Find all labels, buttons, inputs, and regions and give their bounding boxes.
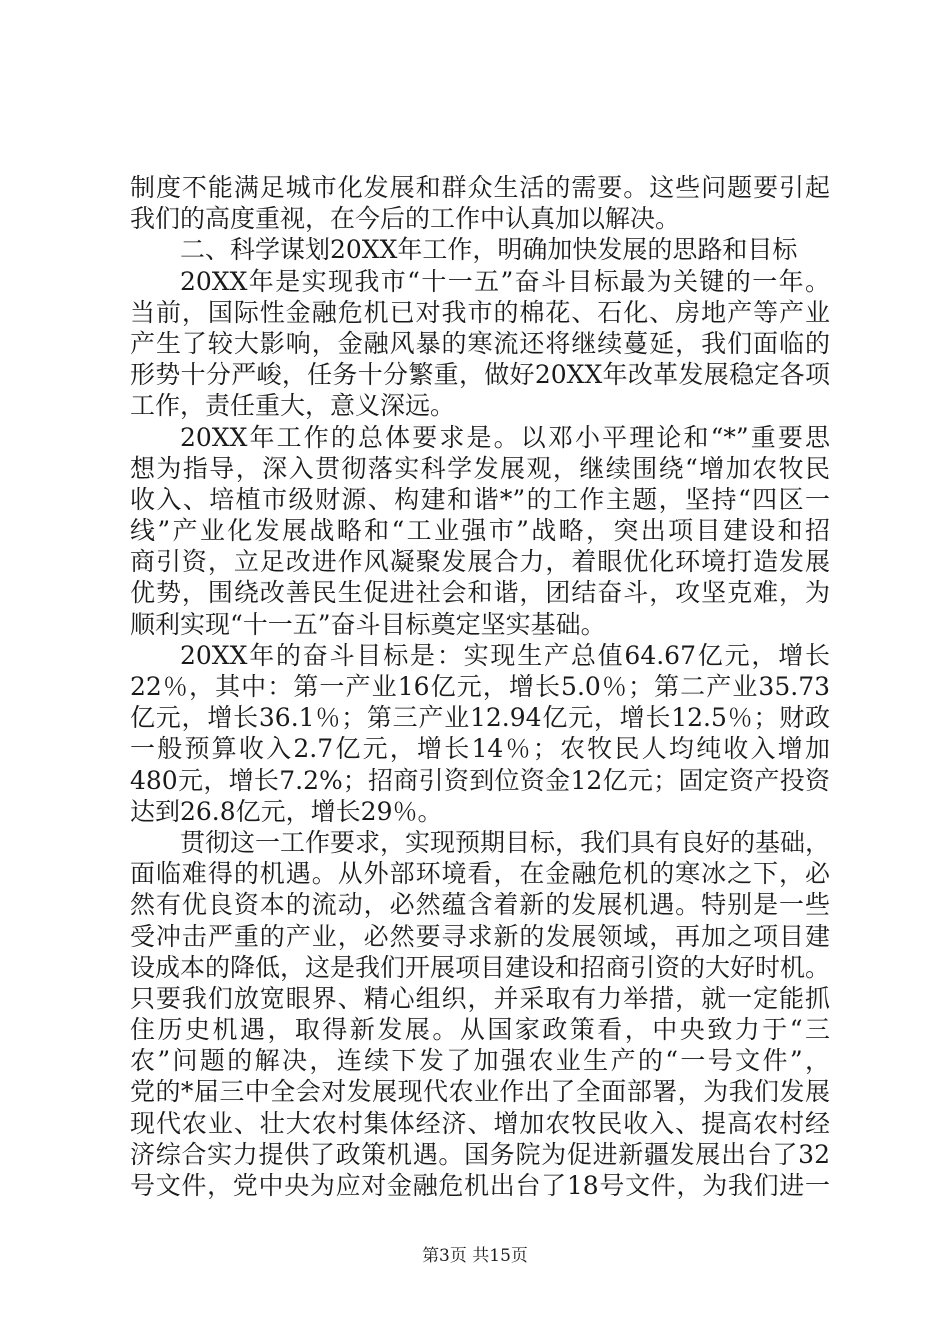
text-line: 亿元，增长36.1％；第三产业12.94亿元，增长12.5％；财政 bbox=[130, 703, 830, 733]
text-line: 收入、培植市级财源、构建和谐*”的工作主题，坚持“四区一 bbox=[130, 484, 830, 514]
text-line: 只要我们放宽眼界、精心组织，并采取有力举措，就一定能抓 bbox=[130, 983, 830, 1013]
text-line: 受冲击严重的产业，必然要寻求新的发展领域，再加之项目建 bbox=[130, 921, 830, 951]
text-line: 优势，围绕改善民生促进社会和谐，团结奋斗，攻坚克难，为 bbox=[130, 578, 830, 608]
text-line: 号文件，党中央为应对金融危机出台了18号文件，为我们进一 bbox=[130, 1171, 830, 1200]
text-line: 当前，国际性金融危机已对我市的棉花、石化、房地产等产业 bbox=[130, 297, 830, 327]
text-line: 一般预算收入2.7亿元，增长14％；农牧民人均纯收入增加 bbox=[130, 734, 830, 764]
text-line: 产生了较大影响，金融风暴的寒流还将继续蔓延，我们面临的 bbox=[130, 328, 830, 358]
document-body bbox=[130, 172, 830, 1201]
page-number-footer: 第3页 共15页 bbox=[422, 1246, 528, 1266]
text-line: 480元，增长7.2%；招商引资到位资金12亿元；固定资产投资 bbox=[130, 765, 830, 795]
text-line: 20XX年的奋斗目标是：实现生产总值64.67亿元，增长 bbox=[180, 640, 830, 670]
text-line: 制度不能满足城市化发展和群众生活的需要。这些问题要引起 bbox=[130, 173, 830, 202]
text-line: 二、科学谋划20XX年工作，明确加快发展的思路和目标 bbox=[180, 235, 798, 265]
text-line: 商引资，立足改进作风凝聚发展合力，着眼优化环境打造发展 bbox=[130, 547, 830, 577]
text-line: 党的*届三中全会对发展现代农业作出了全面部署，为我们发展 bbox=[130, 1077, 830, 1107]
text-line: 20XX年工作的总体要求是。以邓小平理论和“*”重要思 bbox=[180, 422, 830, 452]
text-line: 设成本的降低，这是我们开展项目建设和招商引资的大好时机。 bbox=[130, 952, 831, 982]
text-line: 农”问题的解决，连续下发了加强农业生产的“一号文件”， bbox=[130, 1046, 830, 1076]
text-line: 我们的高度重视，在今后的工作中认真加以解决。 bbox=[130, 204, 681, 234]
text-line: 住历史机遇，取得新发展。从国家政策看，中央致力于“三 bbox=[130, 1015, 830, 1045]
text-line: 现代农业、壮大农村集体经济、增加农牧民收入、提高农村经 bbox=[130, 1108, 830, 1138]
text-line: 工作，责任重大，意义深远。 bbox=[130, 391, 456, 421]
text-line: 想为指导，深入贯彻落实科学发展观，继续围绕“增加农牧民 bbox=[130, 453, 830, 483]
text-line: 面临难得的机遇。从外部环境看，在金融危机的寒冰之下，必 bbox=[130, 859, 830, 889]
text-line: 然有优良资本的流动，必然蕴含着新的发展机遇。特别是一些 bbox=[130, 890, 830, 920]
text-line: 顺利实现“十一五”奋斗目标奠定坚实基础。 bbox=[130, 609, 606, 639]
text-line: 形势十分严峻，任务十分繁重，做好20XX年改革发展稳定各项 bbox=[130, 360, 830, 390]
text-line: 22％，其中：第一产业16亿元，增长5.0％；第二产业35.73 bbox=[130, 672, 830, 701]
text-line: 贯彻这一工作要求，实现预期目标，我们具有良好的基础， bbox=[180, 827, 831, 857]
text-line: 达到26.8亿元，增长29％。 bbox=[130, 796, 443, 826]
text-line: 济综合实力提供了政策机遇。国务院为促进新疆发展出台了32 bbox=[130, 1139, 830, 1169]
text-line: 线”产业化发展战略和“工业强市”战略，突出项目建设和招 bbox=[130, 516, 830, 546]
text-line: 20XX年是实现我市“十一五”奋斗目标最为关键的一年。 bbox=[180, 266, 830, 296]
